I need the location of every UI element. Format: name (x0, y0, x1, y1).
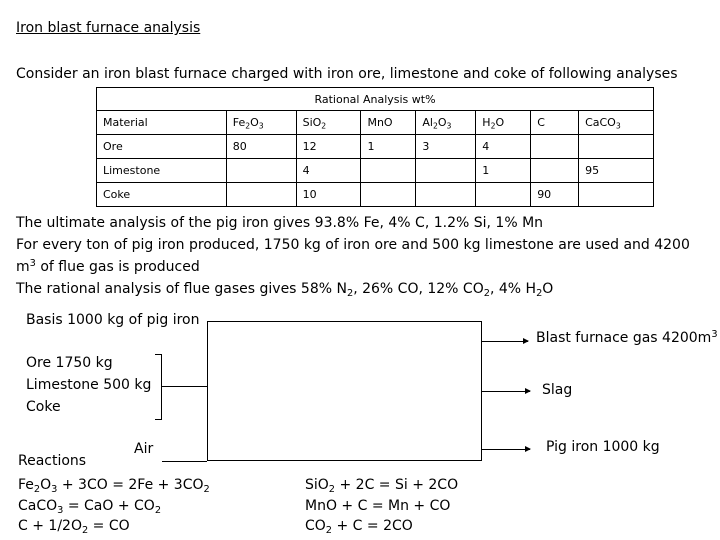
furnace-box (207, 321, 482, 461)
cell-mno (361, 183, 416, 207)
reaction-line: SiO$_2$ + 2C = Si + 2CO (305, 477, 459, 495)
cell-sio2: 4 (296, 159, 361, 183)
output-slag: Slag (542, 382, 573, 398)
output-pig-iron: Pig iron 1000 kg (546, 439, 660, 455)
reaction-line: MnO + C = Mn + CO (305, 498, 451, 514)
cell-fe2o3 (226, 159, 296, 183)
ultimate-analysis-text: The ultimate analysis of the pig iron gives 93.8% Fe, 4% C, 1.2% Si, 1% Mn (16, 215, 544, 231)
header-h2o: $H_2O$ (476, 111, 531, 135)
production-text-line2: $m^3$ of flue gas is produced (16, 258, 200, 275)
cell-fe2o3: 80 (226, 135, 296, 159)
slag-arrow-icon (482, 391, 530, 392)
header-sio2: SiO$_2$ (296, 111, 361, 135)
reaction-line: CaCO$_3$ = CaO + $CO_2$ (18, 498, 162, 516)
reactions-heading: Reactions (18, 453, 87, 469)
cell-h2o (476, 183, 531, 207)
cell-h2o: 1 (476, 159, 531, 183)
header-caco3: CaCO$_3$ (579, 111, 654, 135)
table-row (97, 159, 654, 183)
input-coke: Coke (26, 399, 61, 415)
gas-arrow-icon (482, 341, 528, 342)
basis-label: Basis 1000 kg of pig iron (26, 312, 200, 328)
input-limestone: Limestone 500 kg (26, 377, 152, 393)
header-material: Material (97, 111, 227, 135)
input-ore: Ore 1750 kg (26, 355, 113, 371)
table-row (97, 183, 654, 207)
cell-al2o3 (416, 159, 476, 183)
cell-material: Limestone (97, 159, 227, 183)
header-mno: MnO (361, 111, 416, 135)
rational-analysis-table (96, 110, 654, 207)
cell-fe2o3 (226, 183, 296, 207)
cell-al2o3 (416, 183, 476, 207)
page-title: Iron blast furnace analysis (16, 20, 201, 36)
cell-caco3: 95 (579, 159, 654, 183)
production-text-line1: For every ton of pig iron produced, 1750 kg of iron ore and 500 kg limestone are used and 4200 (16, 237, 690, 253)
table-row (97, 135, 654, 159)
cell-material: Ore (97, 135, 227, 159)
feed-bracket (155, 354, 162, 420)
flue-gas-text: The rational analysis of flue gases gives 58% $N_2$, 26% CO, 12% $CO_2$, 4% $H_2O$ (16, 281, 554, 299)
feed-line (162, 386, 207, 387)
reaction-line: $Fe_2O_3 + 3CO = 2Fe + 3CO_2$ (18, 477, 210, 495)
cell-c: 90 (531, 183, 579, 207)
header-c: C (531, 111, 579, 135)
cell-c (531, 159, 579, 183)
cell-sio2: 10 (296, 183, 361, 207)
table-header-row (97, 111, 654, 135)
header-fe2o3: $Fe_2O_3$ (226, 111, 296, 135)
cell-al2o3: 3 (416, 135, 476, 159)
cell-mno (361, 159, 416, 183)
cell-material: Coke (97, 183, 227, 207)
cell-c (531, 135, 579, 159)
cell-h2o: 4 (476, 135, 531, 159)
table-caption: Rational Analysis wt% (96, 87, 654, 110)
reaction-line: $CO_2 + C = 2CO$ (305, 518, 413, 536)
cell-caco3 (579, 135, 654, 159)
header-al2o3: $Al_2O_3$ (416, 111, 476, 135)
air-line (162, 461, 207, 462)
pig-iron-arrow-icon (482, 449, 530, 450)
cell-sio2: 12 (296, 135, 361, 159)
output-gas: Blast furnace gas $4200m^3$ (536, 329, 718, 346)
cell-mno: 1 (361, 135, 416, 159)
intro-text: Consider an iron blast furnace charged with iron ore, limestone and coke of following analyses (16, 66, 678, 82)
cell-caco3 (579, 183, 654, 207)
reaction-line: $C + 1/2O_2$ = CO (18, 518, 130, 536)
input-air: Air (134, 441, 154, 457)
